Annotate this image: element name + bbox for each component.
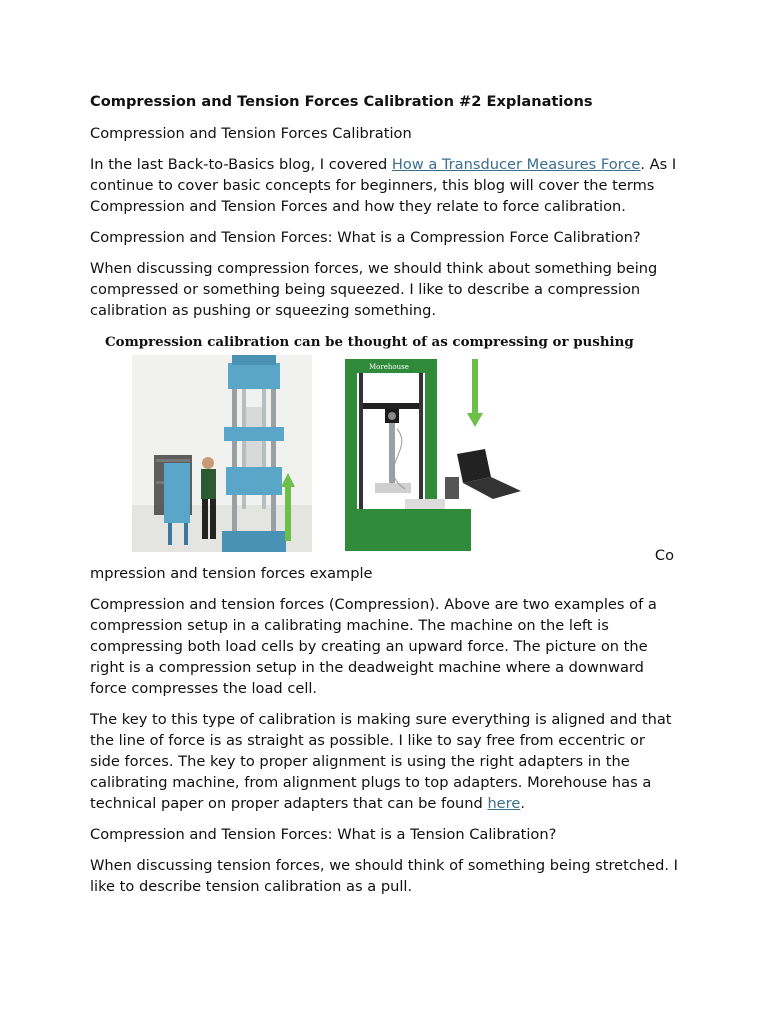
subtitle-paragraph: Compression and Tension Forces Calibration [90,125,412,142]
figure-caption-end: mpression and tension forces example [90,565,373,582]
morehouse-logo-text: Morehouse [369,363,409,371]
figure-caption-start: Co [654,547,674,564]
compression-heading: Compression and Tension Forces: What is a Compression Force Calibration? [90,229,641,246]
alignment-text-after: . [520,795,525,812]
right-machine-photo [345,359,525,551]
document-title: Compression and Tension Forces Calibration #2 Explanations [90,93,593,110]
examples-paragraph: Compression and tension forces (Compression). Above are two examples of a compression setup in a calibrating machine. The machine on the left is compressing both load cells by creating an upward force. The picture on the right is a compression setup in the deadweight machine where a downward force compresses the load cell. [90,596,657,697]
left-machine-photo [132,355,312,552]
adapters-paper-link[interactable]: here [487,795,521,812]
compression-figure [90,333,678,563]
document-page [90,91,678,907]
compression-paragraph: When discussing compression forces, we should think about something being compressed or something being squeezed. I like to describe a compression calibration as pushing or squeezing something. [90,260,658,319]
tension-heading: Compression and Tension Forces: What is a Tension Calibration? [90,826,557,843]
transducer-article-link[interactable]: How a Transducer Measures Force [391,156,641,173]
blue-calibrating-machine-illustration [132,355,312,552]
intro-paragraph [90,154,678,217]
alignment-paragraph [90,709,678,814]
green-deadweight-machine-illustration [345,359,525,551]
figure-title: Compression calibration can be thought of as compressing or pushing [105,334,634,350]
intro-text-before: In the last Back-to-Basics blog, I covered [90,156,392,173]
intro-text-after: . As I continue to cover basic concepts for beginners, this blog will cover the terms Compression and Tension Forces and how they relate to force calibration. [90,156,677,215]
alignment-text: The key to this type of calibration is making sure everything is aligned and that the line of force is as straight as possible. I like to say free from eccentric or side forces. The key to proper alignment is using the right adapters in the calibrating machine, from alignment plugs to top adapters. Morehouse has a technical paper on proper adapters that can be found [90,711,672,812]
tension-paragraph: When discussing tension forces, we should think of something being stretched. I like to describe tension calibration as a pull. [90,857,678,895]
